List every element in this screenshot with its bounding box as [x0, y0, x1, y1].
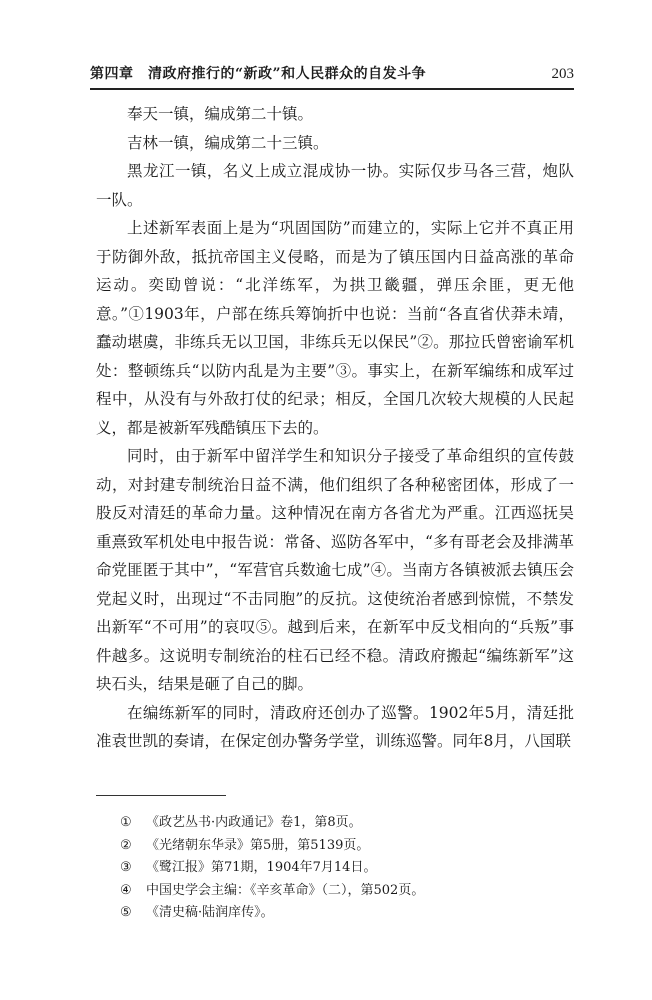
- paragraph: 奉天一镇，编成第二十镇。: [127, 105, 314, 123]
- footnotes: [120, 812, 560, 925]
- paragraph: 上述新军表面上是为“巩固国防”而建立的，实际上它并不真正用于防御外敌，抵抗帝国主义侵略，而是为了镇压国内日益高涨的革命运动。奕劻曾说：“北洋练军，为拱卫畿疆，弹压余匪，更无他意。”①1903年，户部在练兵筹饷折中也说：当前“各直省伏莽未靖，蠢动堪虞，非练兵无以卫国，非练兵无以保民”②。那拉氏曾密谕军机处：整顿练兵“以防内乱是为主要”③。事实上，在新军编练和成军过程中，从没有与外敌打仗的纪录；相反，全国几次较大规模的人民起义，都是被新军残酷镇压下去的。: [96, 219, 574, 437]
- footnote-mark: ①: [120, 815, 132, 830]
- chapter-title: 第四章 清政府推行的“新政”和人民群众的自发斗争: [90, 66, 427, 82]
- footnote-mark: ④: [120, 882, 132, 898]
- footnote: [120, 812, 560, 835]
- footnote: [120, 902, 560, 925]
- footnote-text: 《清史稿·陆润庠传》。: [146, 905, 274, 920]
- footnote-text: 《光绪朝东华录》第5册，第5139页。: [146, 837, 370, 853]
- paragraph: 同时，由于新军中留洋学生和知识分子接受了革命组织的宣传鼓动，对封建专制统治日益不满，他们组织了各种秘密团体，形成了一股反对清廷的革命力量。这种情况在南方各省尤为严重。江西巡抚吴重熹致军机处电中报告说：常备、巡防各军中，“多有哥老会及排满革命党匪匿于其中”，“军营官兵数逾七成”④。当南方各镇被派去镇压会党起义时，出现过“不击同胞”的反抗。这使统治者感到惊慌，不禁发出新军“不可用”的哀叹⑤。越到后来，在新军中反戈相向的“兵叛”事件越多。这说明专制统治的柱石已经不稳。清政府搬起“编练新军”这块石头，结果是砸了自己的脚。: [96, 447, 574, 693]
- footnote-text: 《政艺丛书·内政通记》卷1，第8页。: [146, 815, 362, 830]
- footnote-mark: ②: [120, 837, 132, 853]
- main-text: [96, 100, 574, 756]
- footnote-text: 《鹭江报》第71期，1904年7月14日。: [146, 860, 377, 875]
- footnote: [120, 857, 560, 880]
- footnote-mark: ③: [120, 860, 132, 875]
- header-rule: [90, 88, 574, 90]
- paragraph: 黑龙江一镇，名义上成立混成协一协。实际仅步马各三营，炮队一队。: [96, 162, 574, 209]
- footnote: [120, 880, 560, 903]
- running-header: [90, 62, 574, 86]
- page-number: 203: [551, 66, 574, 82]
- footnote-rule: [96, 795, 226, 796]
- paragraph: 在编练新军的同时，清政府还创办了巡警。1902年5月，清廷批准袁世凯的奏请，在保定创办警务学堂，训练巡警。同年8月，八国联: [96, 703, 574, 750]
- paragraph: 吉林一镇，编成第二十三镇。: [127, 133, 329, 152]
- footnote-text: 中国史学会主编：《辛亥革命》（二），第502页。: [146, 882, 425, 898]
- footnote: [120, 835, 560, 858]
- footnote-mark: ⑤: [120, 905, 132, 920]
